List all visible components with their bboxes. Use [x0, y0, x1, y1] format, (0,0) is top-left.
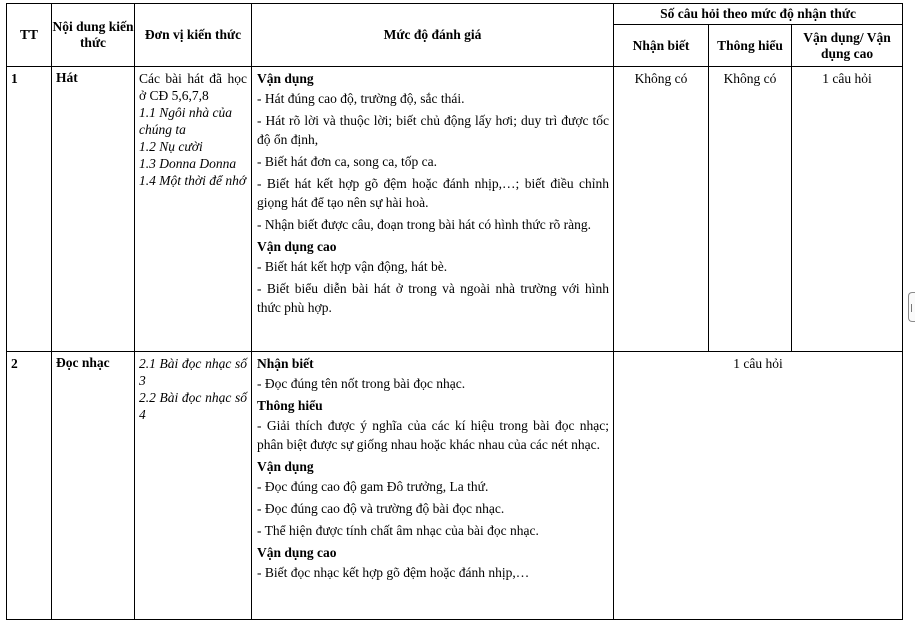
level-title: Nhận biết: [257, 356, 314, 371]
table-row: [7, 352, 903, 620]
table-row: [7, 67, 903, 352]
row-topic: Đọc nhạc: [52, 352, 135, 620]
header-row: [7, 4, 903, 25]
unit-item: 1.3 Donna Donna: [139, 156, 237, 171]
header-criteria: Mức độ đánh giá: [252, 4, 614, 67]
unit-item: 2.2 Bài đọc nhạc số 4: [139, 390, 247, 422]
level-title: Vận dụng cao: [257, 239, 337, 254]
row-number: 1: [7, 67, 52, 352]
criteria-line: - Biết biểu diễn bài hát ở trong và ngoài nhà trường với hình thức phù hợp.: [257, 281, 609, 315]
criteria-line: - Nhận biết được câu, đoạn trong bài hát có hình thức rõ ràng.: [257, 217, 592, 232]
criteria-line: - Biết hát đơn ca, song ca, tốp ca.: [257, 154, 437, 169]
criteria-cell: [252, 352, 614, 620]
unit-cell: [135, 67, 252, 352]
level-title: Thông hiểu: [257, 398, 323, 413]
level-title: Vận dụng: [257, 459, 314, 474]
unit-cell: [135, 352, 252, 620]
unit-item: 1.1 Ngôi nhà của chúng ta: [139, 105, 232, 137]
criteria-line: - Thể hiện được tính chất âm nhạc của bài đọc nhạc.: [257, 523, 539, 538]
unit-item: 1.2 Nụ cười: [139, 139, 203, 154]
criteria-line: - Biết hát kết hợp vận động, hát bè.: [257, 259, 448, 274]
header-count-group: Số câu hỏi theo mức độ nhận thức: [614, 4, 903, 25]
header-recognize: Nhận biết: [614, 25, 709, 67]
level-title: Vận dụng cao: [257, 545, 337, 560]
criteria-line: - Đọc đúng cao độ gam Đô trưởng, La thứ.: [257, 479, 489, 494]
header-content: Nội dung kiến thức: [52, 4, 135, 67]
criteria-line: - Đọc đúng cao độ và trường độ bài đọc nhạc.: [257, 501, 505, 516]
count-merged: 1 câu hỏi: [614, 352, 903, 620]
count-understand: Không có: [709, 67, 792, 352]
unit-item: 2.1 Bài đọc nhạc số 3: [139, 356, 247, 388]
header-apply: Vận dụng/ Vận dụng cao: [792, 25, 903, 67]
criteria-line: - Đọc đúng tên nốt trong bài đọc nhạc.: [257, 376, 466, 391]
count-recognize: Không có: [614, 67, 709, 352]
criteria-line: - Biết hát kết hợp gõ đệm hoặc đánh nhịp,…; biết điều chỉnh giọng hát để tạo nên sự hài hoà.: [257, 176, 609, 210]
side-panel-toggle[interactable]: [908, 292, 915, 322]
criteria-line: - Giải thích được ý nghĩa của các kí hiệu trong bài đọc nhạc; phân biệt được sự giống nhau hoặc khác nhau của các nét nhạc.: [257, 418, 609, 452]
criteria-line: - Biết đọc nhạc kết hợp gõ đệm hoặc đánh nhịp,…: [257, 565, 530, 580]
header-understand: Thông hiểu: [709, 25, 792, 67]
criteria-line: - Hát đúng cao độ, trường độ, sắc thái.: [257, 91, 465, 106]
unit-intro: Các bài hát đã học ở CĐ 5,6,7,8: [139, 71, 247, 103]
unit-item: 1.4 Một thời để nhớ: [139, 173, 247, 188]
criteria-line: - Hát rõ lời và thuộc lời; biết chủ động lấy hơi; duy trì được tốc độ ổn định,: [257, 113, 609, 147]
grip-icon: [911, 304, 912, 312]
header-tt: TT: [7, 4, 52, 67]
row-topic: Hát: [52, 67, 135, 352]
row-number: 2: [7, 352, 52, 620]
count-apply: 1 câu hỏi: [792, 67, 903, 352]
assessment-matrix-table: [6, 3, 903, 620]
criteria-cell: [252, 67, 614, 352]
header-unit: Đơn vị kiến thức: [135, 4, 252, 67]
level-title: Vận dụng: [257, 71, 314, 86]
